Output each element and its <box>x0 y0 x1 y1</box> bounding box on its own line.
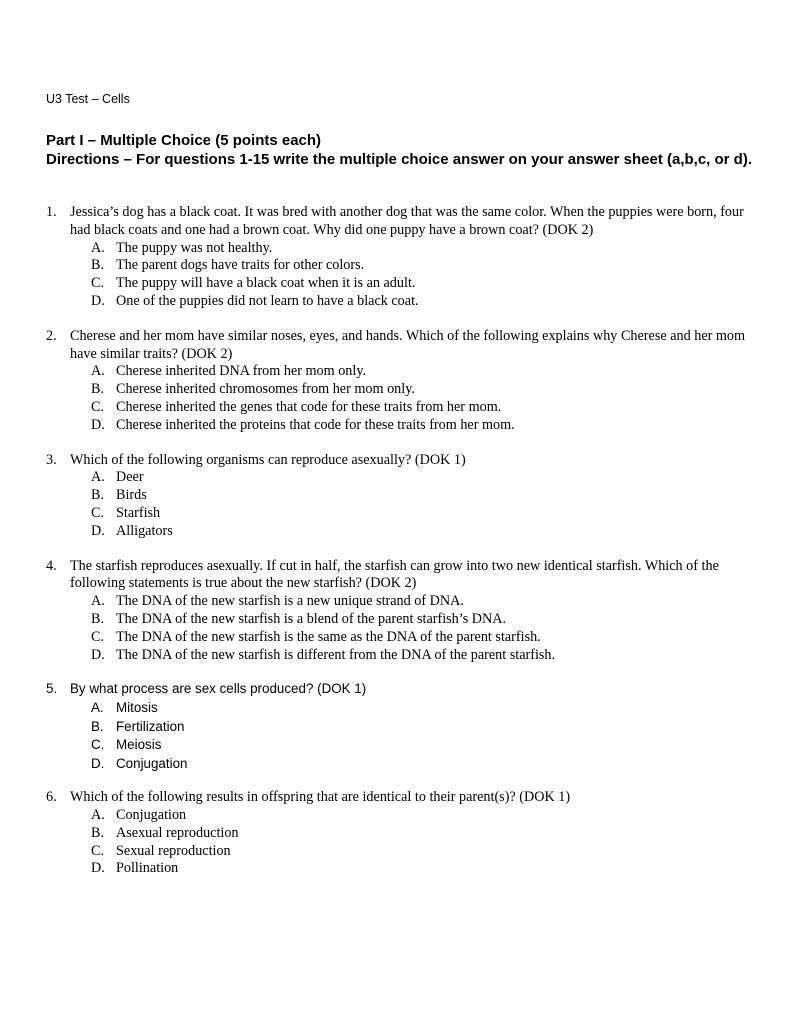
answer-options <box>46 469 756 540</box>
answer-option-b <box>91 381 756 399</box>
question-2 <box>46 328 756 435</box>
question-text: Which of the following organisms can reproduce asexually? (DOK 1) <box>70 451 466 468</box>
option-letter: A. <box>91 469 105 486</box>
option-text: Deer <box>116 469 144 486</box>
option-text: Cherese inherited the genes that code for these traits from her mom. <box>116 398 502 415</box>
answer-options <box>46 240 756 311</box>
option-letter: D. <box>91 860 105 877</box>
option-text: Pollination <box>116 860 179 877</box>
option-text: The DNA of the new starfish is the same as the DNA of the parent starfish. <box>116 628 541 645</box>
question-stem <box>46 204 756 240</box>
question-4 <box>46 558 756 665</box>
answer-option-c <box>91 629 756 647</box>
question-list <box>46 204 756 878</box>
answer-option-c <box>91 505 756 523</box>
answer-option-d <box>91 417 756 435</box>
option-text: The DNA of the new starfish is a blend of the parent starfish’s DNA. <box>116 610 507 627</box>
question-text: The starfish reproduces asexually. If cut in half, the starfish can grow into two new identical starfish. Which of the following statements is true about the new starfish? (DOK 2) <box>70 557 719 592</box>
option-letter: D. <box>91 416 105 433</box>
option-letter: B. <box>91 257 105 274</box>
option-letter: A. <box>91 699 104 715</box>
answer-option-a <box>91 593 756 611</box>
option-letter: B. <box>91 487 105 504</box>
question-number: 3. <box>46 451 57 468</box>
answer-options <box>46 807 756 878</box>
answer-options <box>46 699 756 773</box>
option-letter: D. <box>91 646 105 663</box>
question-stem <box>46 789 756 807</box>
option-letter: C. <box>91 842 105 859</box>
answer-option-a <box>91 699 756 718</box>
option-text: Cherese inherited DNA from her mom only. <box>116 363 367 380</box>
option-text: Mitosis <box>116 699 158 715</box>
part-title: Part I – Multiple Choice (5 points each) <box>46 132 322 149</box>
answer-option-b <box>91 825 756 843</box>
question-text: Which of the following results in offspring that are identical to their parent(s)? (DOK 1) <box>70 789 571 806</box>
option-text: Cherese inherited the proteins that code for these traits from her mom. <box>116 416 515 433</box>
option-letter: D. <box>91 755 105 771</box>
option-text: Birds <box>116 487 147 504</box>
question-text: By what process are sex cells produced? (DOK 1) <box>70 681 367 697</box>
option-text: Conjugation <box>116 755 188 771</box>
question-stem <box>46 328 756 364</box>
option-text: Meiosis <box>116 737 162 753</box>
question-number: 5. <box>46 681 58 697</box>
option-text: Alligators <box>116 522 173 539</box>
answer-option-d <box>91 293 756 311</box>
test-header: U3 Test – Cells <box>46 92 130 106</box>
option-letter: B. <box>91 718 104 734</box>
option-text: Fertilization <box>116 718 185 734</box>
answer-option-c <box>91 736 756 755</box>
question-5 <box>46 680 756 773</box>
option-text: Asexual reproduction <box>116 824 239 841</box>
option-letter: A. <box>91 363 105 380</box>
option-letter: B. <box>91 824 105 841</box>
option-text: The DNA of the new starfish is a new unique strand of DNA. <box>116 593 464 610</box>
answer-option-d <box>91 860 756 878</box>
answer-option-a <box>91 469 756 487</box>
answer-options <box>46 363 756 434</box>
answer-option-d <box>91 647 756 665</box>
question-6 <box>46 789 756 878</box>
option-letter: D. <box>91 292 105 309</box>
answer-option-c <box>91 843 756 861</box>
option-text: Starfish <box>116 504 161 521</box>
option-letter: C. <box>91 628 105 645</box>
question-number: 2. <box>46 327 57 344</box>
option-text: The DNA of the new starfish is different from the DNA of the parent starfish. <box>116 646 556 663</box>
option-letter: A. <box>91 239 105 256</box>
option-letter: D. <box>91 522 105 539</box>
option-text: One of the puppies did not learn to have a black coat. <box>116 292 419 309</box>
option-letter: B. <box>91 381 105 398</box>
question-number: 4. <box>46 557 57 574</box>
question-text: Cherese and her mom have similar noses, eyes, and hands. Which of the following explains why Cherese and her mom have similar traits? (DOK 2) <box>70 327 746 362</box>
answer-options <box>46 593 756 664</box>
option-text: Sexual reproduction <box>116 842 231 859</box>
answer-option-a <box>91 807 756 825</box>
option-text: Conjugation <box>116 807 187 824</box>
answer-option-b <box>91 257 756 275</box>
option-text: The parent dogs have traits for other colors. <box>116 257 365 274</box>
question-stem <box>46 558 756 594</box>
part-heading <box>46 131 766 169</box>
option-letter: C. <box>91 737 105 753</box>
option-letter: A. <box>91 593 105 610</box>
answer-option-c <box>91 399 756 417</box>
answer-option-b <box>91 487 756 505</box>
option-letter: C. <box>91 504 105 521</box>
answer-option-a <box>91 363 756 381</box>
option-text: The puppy was not healthy. <box>116 239 273 256</box>
answer-option-d <box>91 523 756 541</box>
option-text: The puppy will have a black coat when it is an adult. <box>116 275 416 292</box>
option-letter: C. <box>91 275 105 292</box>
question-1 <box>46 204 756 311</box>
option-letter: C. <box>91 398 105 415</box>
question-number: 1. <box>46 204 57 220</box>
option-letter: B. <box>91 610 105 627</box>
answer-option-b <box>91 611 756 629</box>
answer-option-b <box>91 718 756 737</box>
answer-option-a <box>91 240 756 258</box>
question-stem <box>46 680 756 699</box>
question-text: Jessica’s dog has a black coat. It was bred with another dog that was the same color. When the puppies were born, four had black coats and one had a brown coat. Why did one puppy have a brown coat? (DOK 2) <box>70 204 744 238</box>
directions: Directions – For questions 1-15 write the multiple choice answer on your answer sheet (a,b,c, or d). <box>46 151 753 168</box>
question-number: 6. <box>46 789 57 806</box>
answer-option-d <box>91 755 756 774</box>
question-stem <box>46 452 756 470</box>
option-letter: A. <box>91 807 105 824</box>
question-3 <box>46 452 756 541</box>
option-text: Cherese inherited chromosomes from her mom only. <box>116 381 415 398</box>
answer-option-c <box>91 275 756 293</box>
